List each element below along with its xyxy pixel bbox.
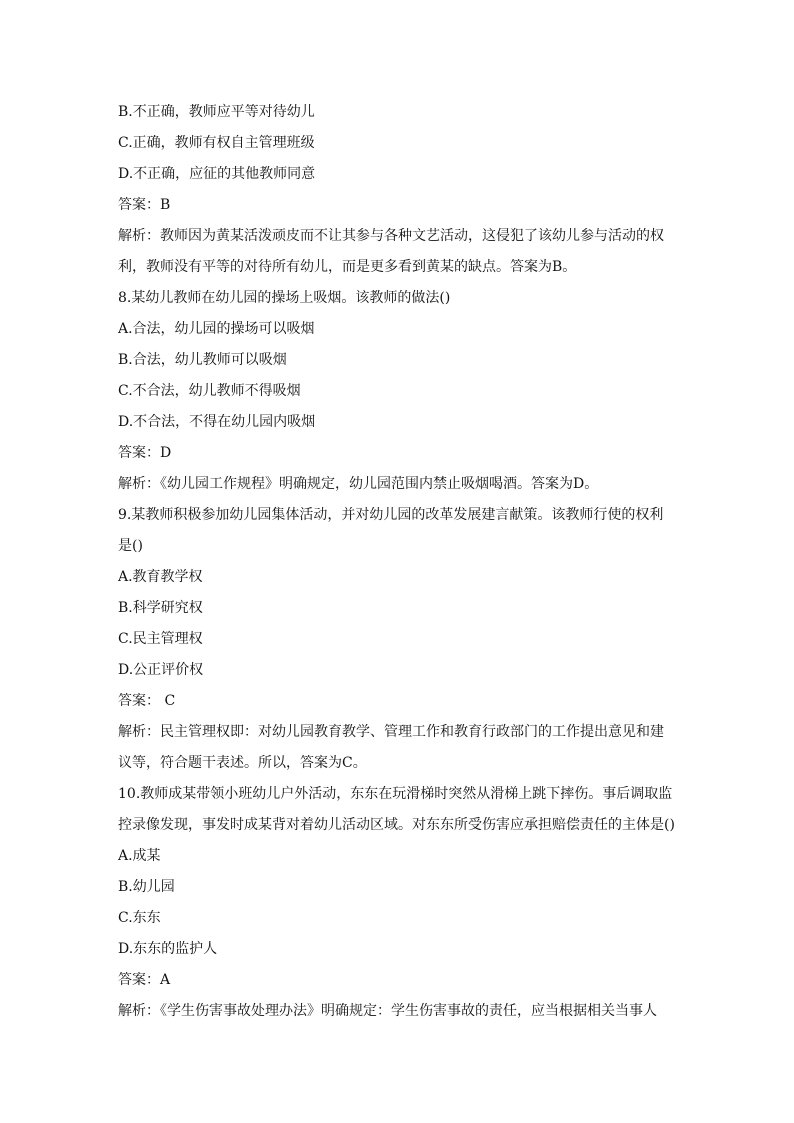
document-page bbox=[118, 97, 684, 1027]
text-line: 利，教师没有平等的对待所有幼儿，而是更多看到黄某的缺点。答案为B。 bbox=[118, 259, 577, 275]
text-line: C.东东 bbox=[118, 910, 161, 926]
text-line: B.合法，幼儿教师可以吸烟 bbox=[118, 352, 287, 368]
text-line: 是() bbox=[118, 538, 143, 554]
text-line: C.正确，教师有权自主管理班级 bbox=[118, 135, 315, 151]
text-line: C.民主管理权 bbox=[118, 631, 203, 647]
text-line: D.不合法，不得在幼儿园内吸烟 bbox=[118, 414, 316, 430]
text-line: B.不正确，教师应平等对待幼儿 bbox=[118, 104, 315, 120]
text-line: 8.某幼儿教师在幼儿园的操场上吸烟。该教师的做法() bbox=[118, 290, 451, 306]
text-line: B.幼儿园 bbox=[118, 879, 175, 895]
text-line: A.教育教学权 bbox=[118, 569, 203, 585]
text-line: A.合法，幼儿园的操场可以吸烟 bbox=[118, 321, 315, 337]
text-line: 答案：B bbox=[118, 197, 171, 213]
text-line: A.成某 bbox=[118, 848, 161, 864]
text-line: 解析：《幼儿园工作规程》明确规定，幼儿园范围内禁止吸烟喝酒。答案为D。 bbox=[118, 476, 599, 492]
text-line: 9.某教师积极参加幼儿园集体活动，并对幼儿园的改革发展建言献策。该教师行使的权利 bbox=[118, 507, 664, 523]
text-line: D.公正评价权 bbox=[118, 662, 204, 678]
text-line: 解析：民主管理权即：对幼儿园教育教学、管理工作和教育行政部门的工作提出意见和建 bbox=[118, 724, 664, 740]
text-line: 议等，符合题干表述。所以，答案为C。 bbox=[118, 755, 367, 771]
text-line: D.不正确，应征的其他教师同意 bbox=[118, 166, 316, 182]
text-line: 控录像发现，事发时成某背对着幼儿活动区域。对东东所受伤害应承担赔偿责任的主体是() bbox=[118, 817, 675, 833]
text-line: 答案： C bbox=[118, 693, 176, 709]
text-line: 10.教师成某带领小班幼儿户外活动，东东在玩滑梯时突然从滑梯上跳下摔伤。事后调取监 bbox=[118, 786, 673, 802]
text-line: 答案：A bbox=[118, 972, 171, 988]
text-line: 解析：《学生伤害事故处理办法》明确规定：学生伤害事故的责任，应当根据相关当事人 bbox=[118, 1003, 657, 1019]
text-line: 解析：教师因为黄某活泼顽皮而不让其参与各种文艺活动，这侵犯了该幼儿参与活动的权 bbox=[118, 228, 664, 244]
text-line: D.东东的监护人 bbox=[118, 941, 218, 957]
text-line: 答案：D bbox=[118, 445, 172, 461]
text-line: B.科学研究权 bbox=[118, 600, 203, 616]
text-line: C.不合法，幼儿教师不得吸烟 bbox=[118, 383, 301, 399]
